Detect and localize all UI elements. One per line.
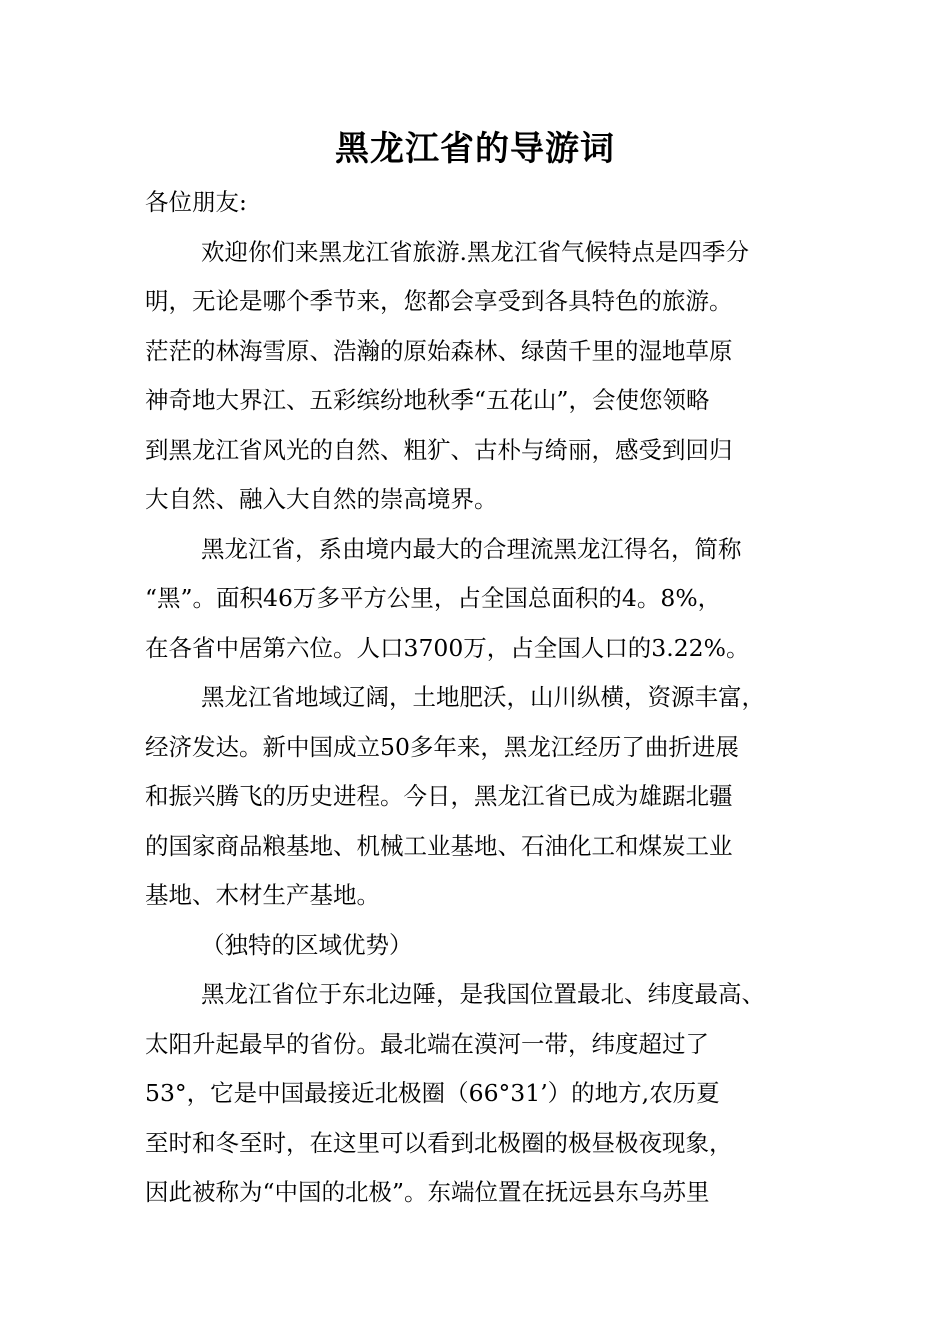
body-line: 基地、木材生产基地。	[145, 881, 380, 909]
body-line: “黑”。面积46万多平方公里，占全国总面积的4。8%，	[145, 584, 722, 612]
body-line: 因此被称为“中国的北极”。东端位置在抚远县东乌苏里	[145, 1178, 710, 1206]
body-line: 明，无论是哪个季节来，您都会享受到各具特色的旅游。	[145, 287, 733, 315]
body-line: 黑龙江省，系由境内最大的合理流黑龙江得名，简称	[201, 534, 742, 563]
body-line: （独特的区域优势）	[201, 930, 413, 959]
body-line: 53°，它是中国最接近北极圈（66°31’）的地方,农历夏	[145, 1079, 720, 1107]
body-line: 神奇地大界江、五彩缤纷地秋季“五花山”，会使您领略	[145, 386, 710, 414]
body-line: 至时和冬至时，在这里可以看到北极圈的极昼极夜现象，	[145, 1128, 733, 1157]
body-line: 大自然、融入大自然的崇高境界。	[145, 485, 498, 513]
body-line: 各位朋友:	[145, 188, 247, 216]
body-line: 和振兴腾飞的历史进程。今日，黑龙江省已成为雄踞北疆	[145, 782, 733, 810]
body-line: 的国家商品粮基地、机械工业基地、石油化工和煤炭工业	[145, 831, 733, 860]
body-line: 太阳升起最早的省份。最北端在漠河一带，纬度超过了	[145, 1029, 709, 1058]
body-line: 到黑龙江省风光的自然、粗犷、古朴与绮丽，感受到回归	[145, 435, 733, 464]
body-line: 欢迎你们来黑龙江省旅游.黑龙江省气候特点是四季分	[201, 237, 749, 266]
body-line: 在各省中居第六位。人口3700万，占全国人口的3.22%。	[145, 633, 750, 662]
body-line: 黑龙江省地域辽阔，土地肥沃，山川纵横，资源丰富，	[201, 683, 765, 711]
body-line: 茫茫的林海雪原、浩瀚的原始森林、绿茵千里的湿地草原	[145, 336, 733, 365]
document-title: 黑龙江省的导游词	[335, 129, 615, 169]
body-line: 经济发达。新中国成立50多年来，黑龙江经历了曲折进展	[145, 732, 739, 761]
body-line: 黑龙江省位于东北边陲，是我国位置最北、纬度最高、	[201, 980, 765, 1008]
document-body	[145, 178, 835, 1218]
